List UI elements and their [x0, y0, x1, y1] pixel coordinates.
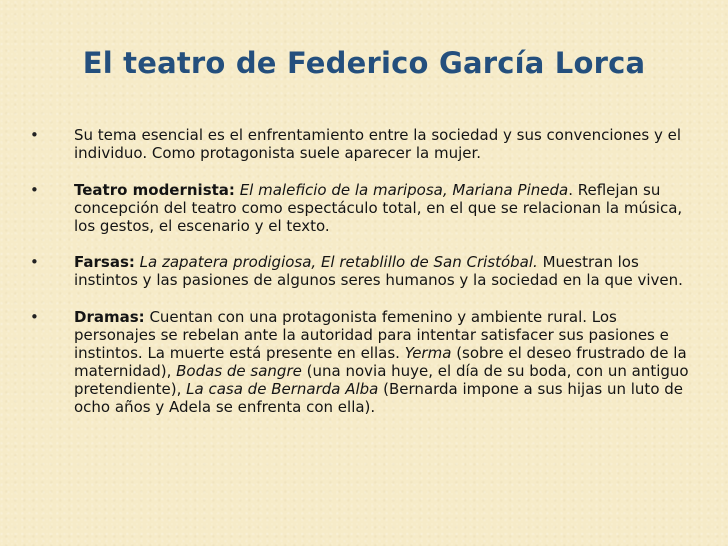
item-label: Dramas:: [74, 308, 145, 326]
bullet-icon: •: [30, 253, 39, 271]
item-text: (Bernarda impone a sus hijas un luto de ocho años y Adela se enfrenta con ella).: [74, 380, 684, 416]
list-item: [30, 181, 700, 235]
item-work: La casa de Bernarda Alba: [186, 380, 379, 398]
list-item: [30, 253, 700, 289]
item-text: (una novia huye, el día de su boda, con un antiguo pretendiente),: [74, 362, 689, 398]
item-label: Teatro modernista:: [74, 181, 235, 199]
item-text: Reflejan su concepción del teatro como espectáculo total, en el que se relacionan la música, los gestos, el escenario y el texto.: [74, 181, 683, 235]
item-label: Farsas:: [74, 253, 135, 271]
bullet-icon: •: [30, 308, 39, 326]
list-item: [30, 308, 700, 416]
item-text: Su tema esencial es el enfrentamiento entre la sociedad y sus convenciones y el individuo. Como protagonista suele aparecer la mujer.: [74, 126, 682, 162]
bullet-list: [30, 126, 700, 432]
item-text: Cuentan con una protagonista femenino y ambiente rural. Los personajes se rebelan ante la autoridad para intentar satisfacer sus pasiones e instintos. La muerte está presente en ellas.: [74, 308, 669, 362]
item-text: Muestran los instintos y las pasiones de algunos seres humanos y la sociedad en la que viven.: [74, 253, 683, 289]
item-text: (sobre el deseo frustrado de la maternidad),: [74, 344, 687, 380]
item-works: La zapatera prodigiosa, El retablillo de San Cristóbal.: [139, 253, 538, 271]
item-works: El maleficio de la mariposa, Mariana Pineda: [239, 181, 569, 199]
item-work: Bodas de sangre: [176, 362, 302, 380]
slide-title: El teatro de Federico García Lorca: [82, 46, 646, 80]
bullet-icon: •: [30, 181, 39, 199]
item-punctuation: .: [568, 181, 573, 199]
item-work: Yerma: [404, 344, 452, 362]
list-item: [30, 126, 700, 162]
bullet-icon: •: [30, 126, 39, 144]
